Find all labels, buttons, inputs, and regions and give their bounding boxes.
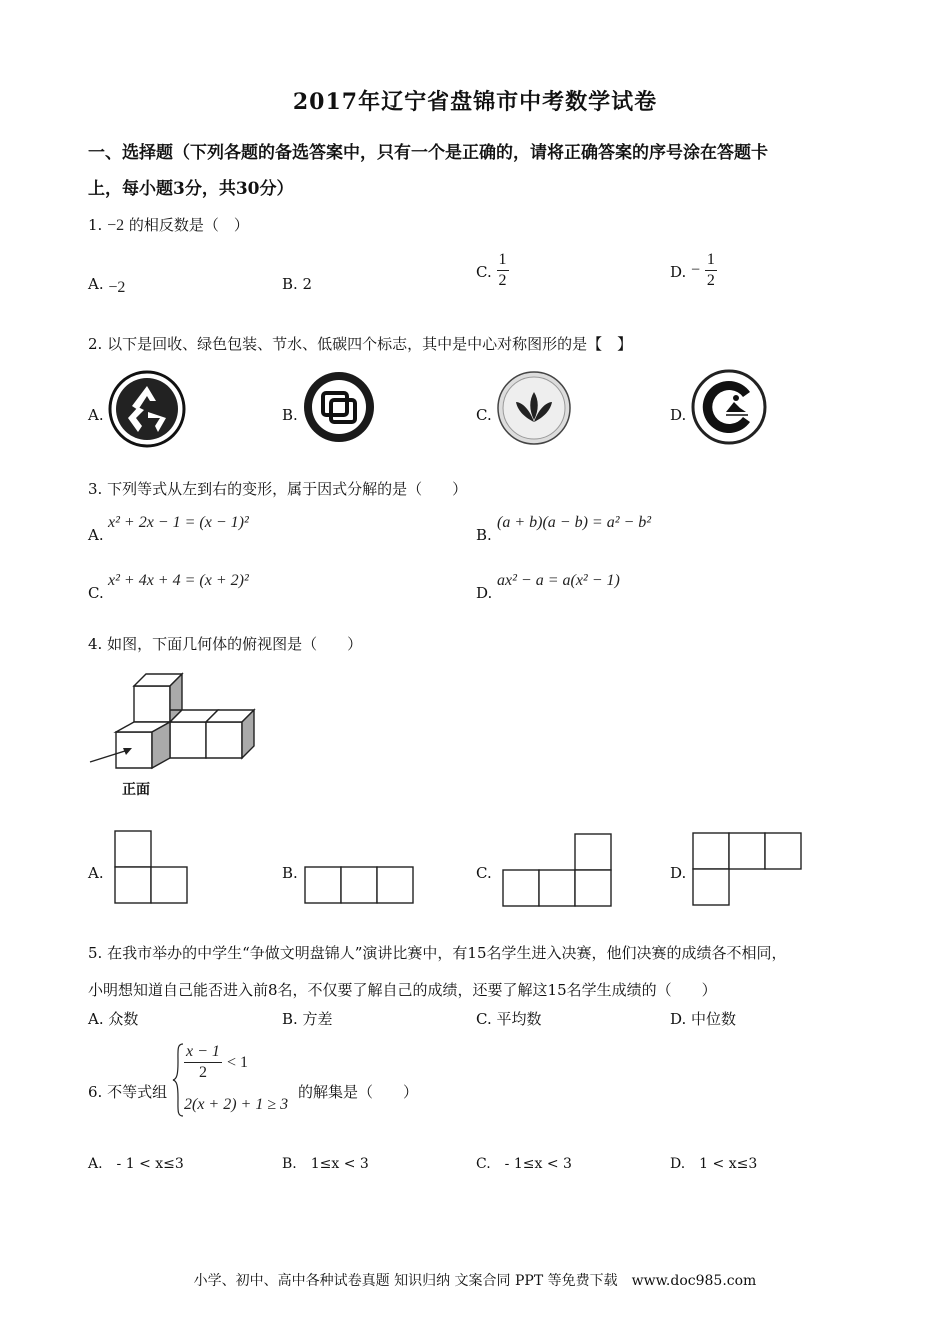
q6-suffix: 的解集是（ ） bbox=[298, 1083, 419, 1101]
green-package-icon bbox=[302, 370, 376, 444]
page-footer: 小学、初中、高中各种试卷真题 知识归纳 文案合同 PPT 等免费下载 www.doc985.com bbox=[193, 1273, 757, 1289]
q6-ineq1-num: x − 1 bbox=[184, 1042, 222, 1063]
q1-option-d[interactable] bbox=[670, 250, 717, 291]
front-label: 正面 bbox=[122, 782, 150, 798]
q6-option-a[interactable]: A. - 1 < x≤3 bbox=[88, 1156, 184, 1172]
q3-b-expr: (a + b)(a − b) = a² − b² bbox=[497, 514, 652, 531]
q6-inequality-1 bbox=[184, 1042, 248, 1083]
recycle-icon bbox=[108, 370, 186, 448]
q2-b-label[interactable]: B. bbox=[282, 406, 298, 424]
section-heading-line1: 一、选择题（下列各题的备选答案中，只有一个是正确的，请将正确答案的序号涂在答题卡 bbox=[88, 143, 768, 163]
q3-d-expr: ax² − a = a(x² − 1) bbox=[497, 572, 620, 589]
water-saving-icon bbox=[496, 370, 572, 446]
q4-option-a-figure bbox=[114, 830, 188, 904]
q6-prefix: 6. 不等式组 bbox=[88, 1083, 168, 1101]
q4-option-d-figure bbox=[692, 832, 802, 906]
q1-d-num: 1 bbox=[705, 250, 717, 271]
q5-line1: 5. 在我市举办的中学生“争做文明盘锦人”演讲比赛中，有15名学生进入决赛，他们决赛的成绩各不相同， bbox=[88, 944, 787, 962]
low-carbon-icon bbox=[690, 368, 768, 446]
q5-option-b[interactable]: B. 方差 bbox=[282, 1010, 333, 1028]
q3-d-label[interactable]: D. bbox=[476, 584, 493, 602]
q3-c-label[interactable]: C. bbox=[88, 584, 104, 602]
q1-d-label: D. bbox=[670, 262, 687, 281]
q5-option-a[interactable]: A. 众数 bbox=[88, 1010, 139, 1028]
q1-suffix: 的相反数是（ ） bbox=[128, 216, 249, 234]
q5-option-d[interactable]: D. 中位数 bbox=[670, 1010, 737, 1028]
q3-c-expr: x² + 4x + 4 = (x + 2)² bbox=[108, 572, 249, 589]
q6-option-b[interactable]: B. 1≤x < 3 bbox=[282, 1156, 369, 1172]
q6-option-d[interactable]: D. 1 < x≤3 bbox=[670, 1156, 758, 1172]
q3-a-label[interactable]: A. bbox=[88, 526, 104, 544]
q6-option-c[interactable]: C. - 1≤x < 3 bbox=[476, 1156, 572, 1172]
q1-option-c[interactable] bbox=[476, 250, 509, 291]
q2-a-label[interactable]: A. bbox=[88, 406, 104, 424]
q1-c-fraction bbox=[497, 250, 509, 291]
q6-ineq1-den: 2 bbox=[198, 1064, 207, 1081]
q4-c-label[interactable]: C. bbox=[476, 864, 492, 882]
q1-c-den: 2 bbox=[498, 272, 507, 289]
q1-d-sign: − bbox=[691, 261, 701, 279]
question-1-stem bbox=[88, 214, 249, 235]
q4-option-b-figure bbox=[304, 866, 414, 904]
q1-option-b[interactable]: B. 2 bbox=[282, 275, 313, 293]
q1-a-label: A. bbox=[88, 275, 104, 293]
q1-d-fraction bbox=[705, 250, 717, 291]
q3-a-expr: x² + 2x − 1 = (x − 1)² bbox=[108, 514, 249, 531]
q1-a-value: −2 bbox=[108, 279, 126, 296]
question-4-stem: 4. 如图，下面几何体的俯视图是（ ） bbox=[88, 635, 363, 653]
q5-option-c[interactable]: C. 平均数 bbox=[476, 1010, 542, 1028]
q1-d-den: 2 bbox=[706, 272, 715, 289]
q6-ineq1-rhs: < 1 bbox=[227, 1054, 249, 1071]
q1-c-label: C. bbox=[476, 262, 492, 281]
question-5-stem bbox=[88, 935, 888, 1009]
q1-math: −2 bbox=[107, 217, 125, 234]
q5-line2: 小明想知道自己能否进入前8名，不仅要了解自己的成绩，还要了解这15名学生成绩的（ ） bbox=[88, 981, 717, 999]
q4-a-label[interactable]: A. bbox=[88, 864, 104, 882]
q1-c-num: 1 bbox=[497, 250, 509, 271]
q3-b-label[interactable]: B. bbox=[476, 526, 492, 544]
q1-number: 1. bbox=[88, 216, 103, 234]
q2-c-label[interactable]: C. bbox=[476, 406, 492, 424]
question-2-stem: 2. 以下是回收、绿色包装、节水、低碳四个标志，其中是中心对称图形的是【 】 bbox=[88, 335, 633, 353]
q6-inequality-2: 2(x + 2) + 1 ≥ 3 bbox=[184, 1096, 289, 1113]
q6-ineq1-fraction bbox=[184, 1042, 222, 1083]
q4-b-label[interactable]: B. bbox=[282, 864, 298, 882]
solid-figure bbox=[88, 668, 268, 778]
question-3-stem: 3. 下列等式从左到右的变形，属于因式分解的是（ ） bbox=[88, 480, 468, 498]
section-heading bbox=[88, 135, 888, 207]
page-title: 2017年辽宁省盘锦市中考数学试卷 bbox=[292, 89, 658, 115]
system-brace bbox=[172, 1042, 184, 1118]
q2-d-label[interactable]: D. bbox=[670, 406, 687, 424]
q1-option-a[interactable] bbox=[88, 275, 125, 294]
q4-d-label[interactable]: D. bbox=[670, 864, 687, 882]
section-heading-line2: 上，每小题3分，共30分） bbox=[88, 179, 294, 199]
q4-option-c-figure bbox=[502, 833, 612, 907]
